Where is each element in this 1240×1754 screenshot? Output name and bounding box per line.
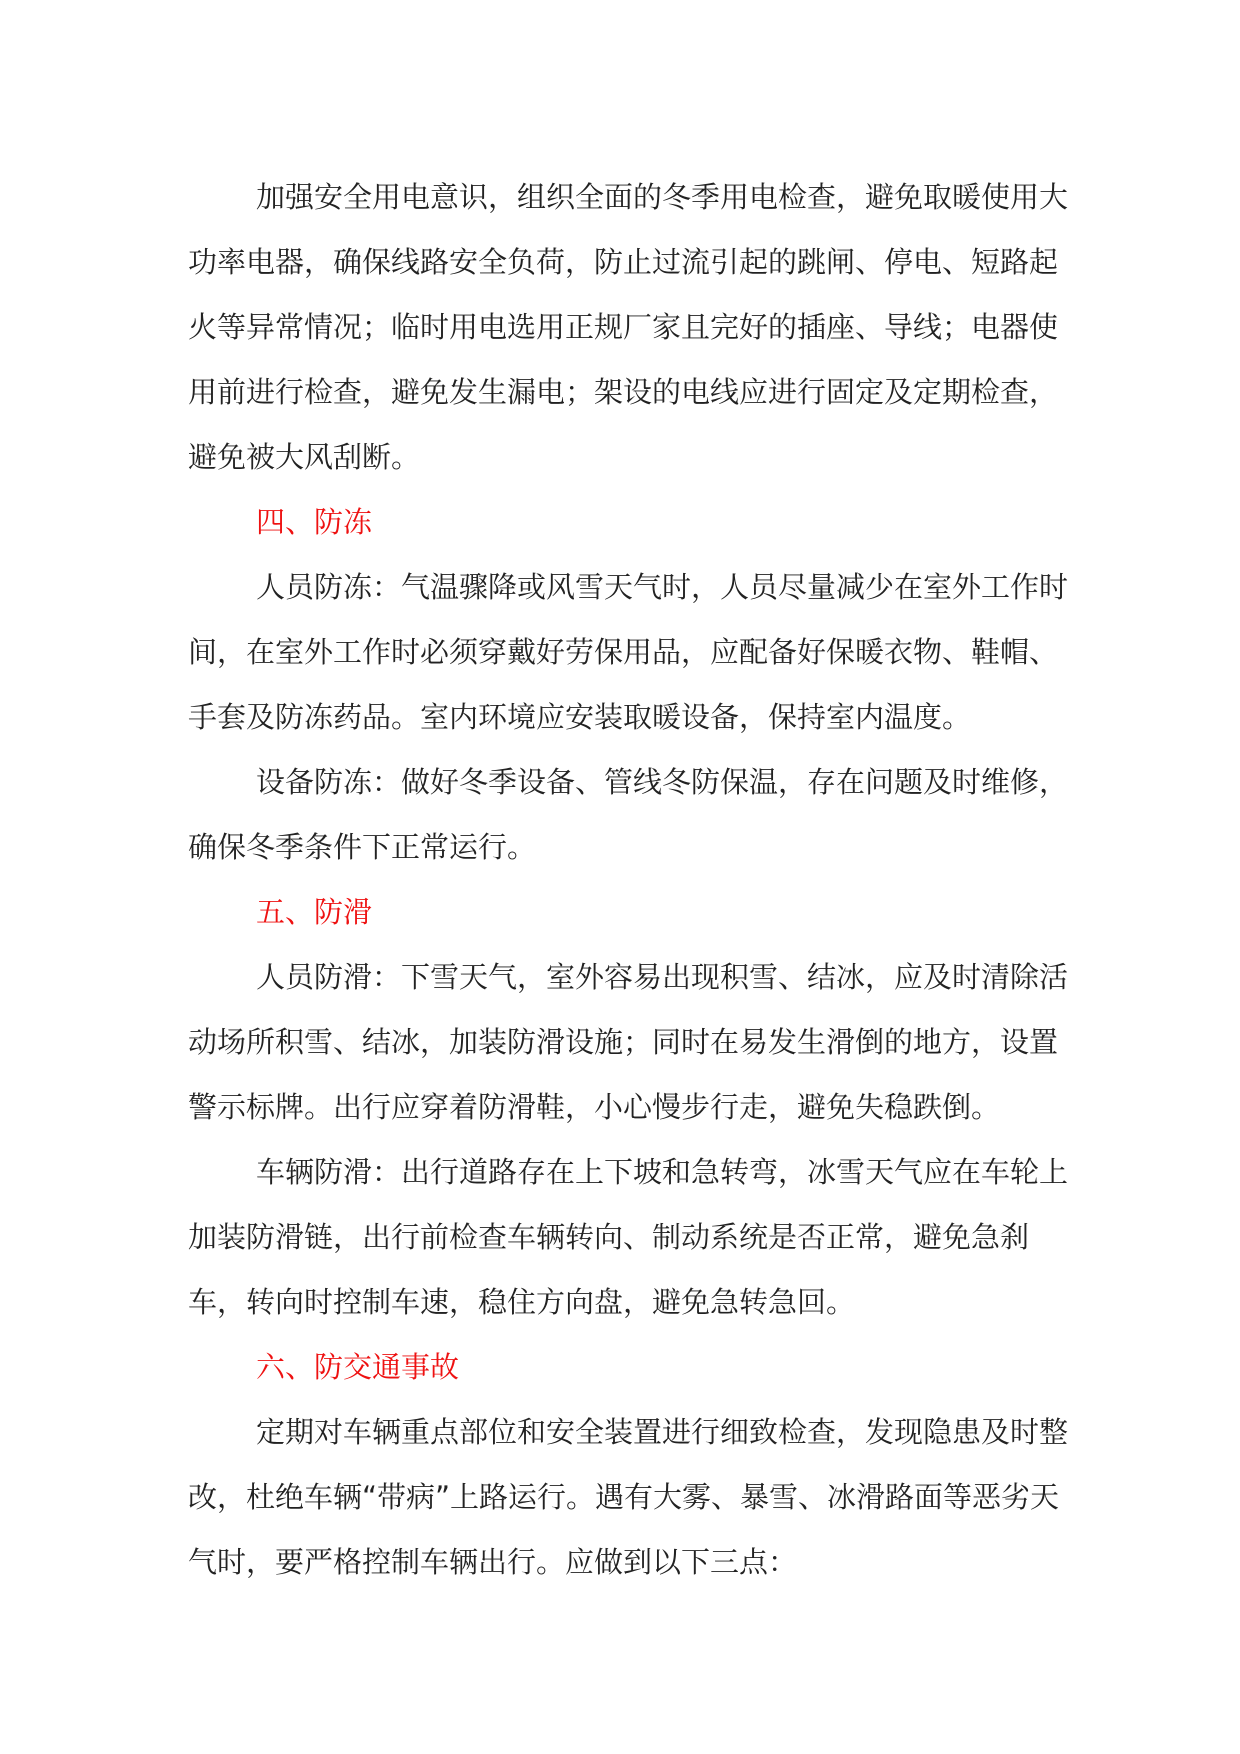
paragraph-vehicle-anti-slip: 车辆防滑：出行道路存在上下坡和急转弯，冰雪天气应在车轮上加装防滑链，出行前检查车辆转向、制动系统是否正常，避免急刹车，转向时控制车速，稳住方向盘，避免急转急回。	[188, 1155, 1069, 1319]
paragraph-personnel-anti-slip: 人员防滑：下雪天气，室外容易出现积雪、结冰，应及时清除活动场所积雪、结冰，加装防滑设施；同时在易发生滑倒的地方，设置警示标牌。出行应穿着防滑鞋，小心慢步行走，避免失稳跌倒。	[188, 960, 1069, 1124]
section-heading-anti-slip: 五、防滑	[256, 895, 373, 929]
section-heading-traffic-safety: 六、防交通事故	[256, 1350, 460, 1384]
paragraph-vehicle-inspection: 定期对车辆重点部位和安全装置进行细致检查，发现隐患及时整改，杜绝车辆“带病”上路运行。遇有大雾、暴雪、冰滑路面等恶劣天气时，要严格控制车辆出行。应做到以下三点：	[188, 1415, 1069, 1579]
paragraph-equipment-anti-freeze: 设备防冻：做好冬季设备、管线冬防保温，存在问题及时维修，确保冬季条件下正常运行。	[188, 765, 1069, 864]
document-body	[188, 165, 1068, 1595]
section-heading-anti-freeze: 四、防冻	[256, 505, 373, 539]
paragraph-personnel-anti-freeze: 人员防冻：气温骤降或风雪天气时，人员尽量减少在室外工作时间，在室外工作时必须穿戴好劳保用品，应配备好保暖衣物、鞋帽、手套及防冻药品。室内环境应安装取暖设备，保持室内温度。	[188, 570, 1069, 734]
paragraph-electric-safety: 加强安全用电意识，组织全面的冬季用电检查，避免取暖使用大功率电器，确保线路安全负荷，防止过流引起的跳闸、停电、短路起火等异常情况；临时用电选用正规厂家且完好的插座、导线；电器使用前进行检查，避免发生漏电；架设的电线应进行固定及定期检查，避免被大风刮断。	[188, 180, 1069, 474]
